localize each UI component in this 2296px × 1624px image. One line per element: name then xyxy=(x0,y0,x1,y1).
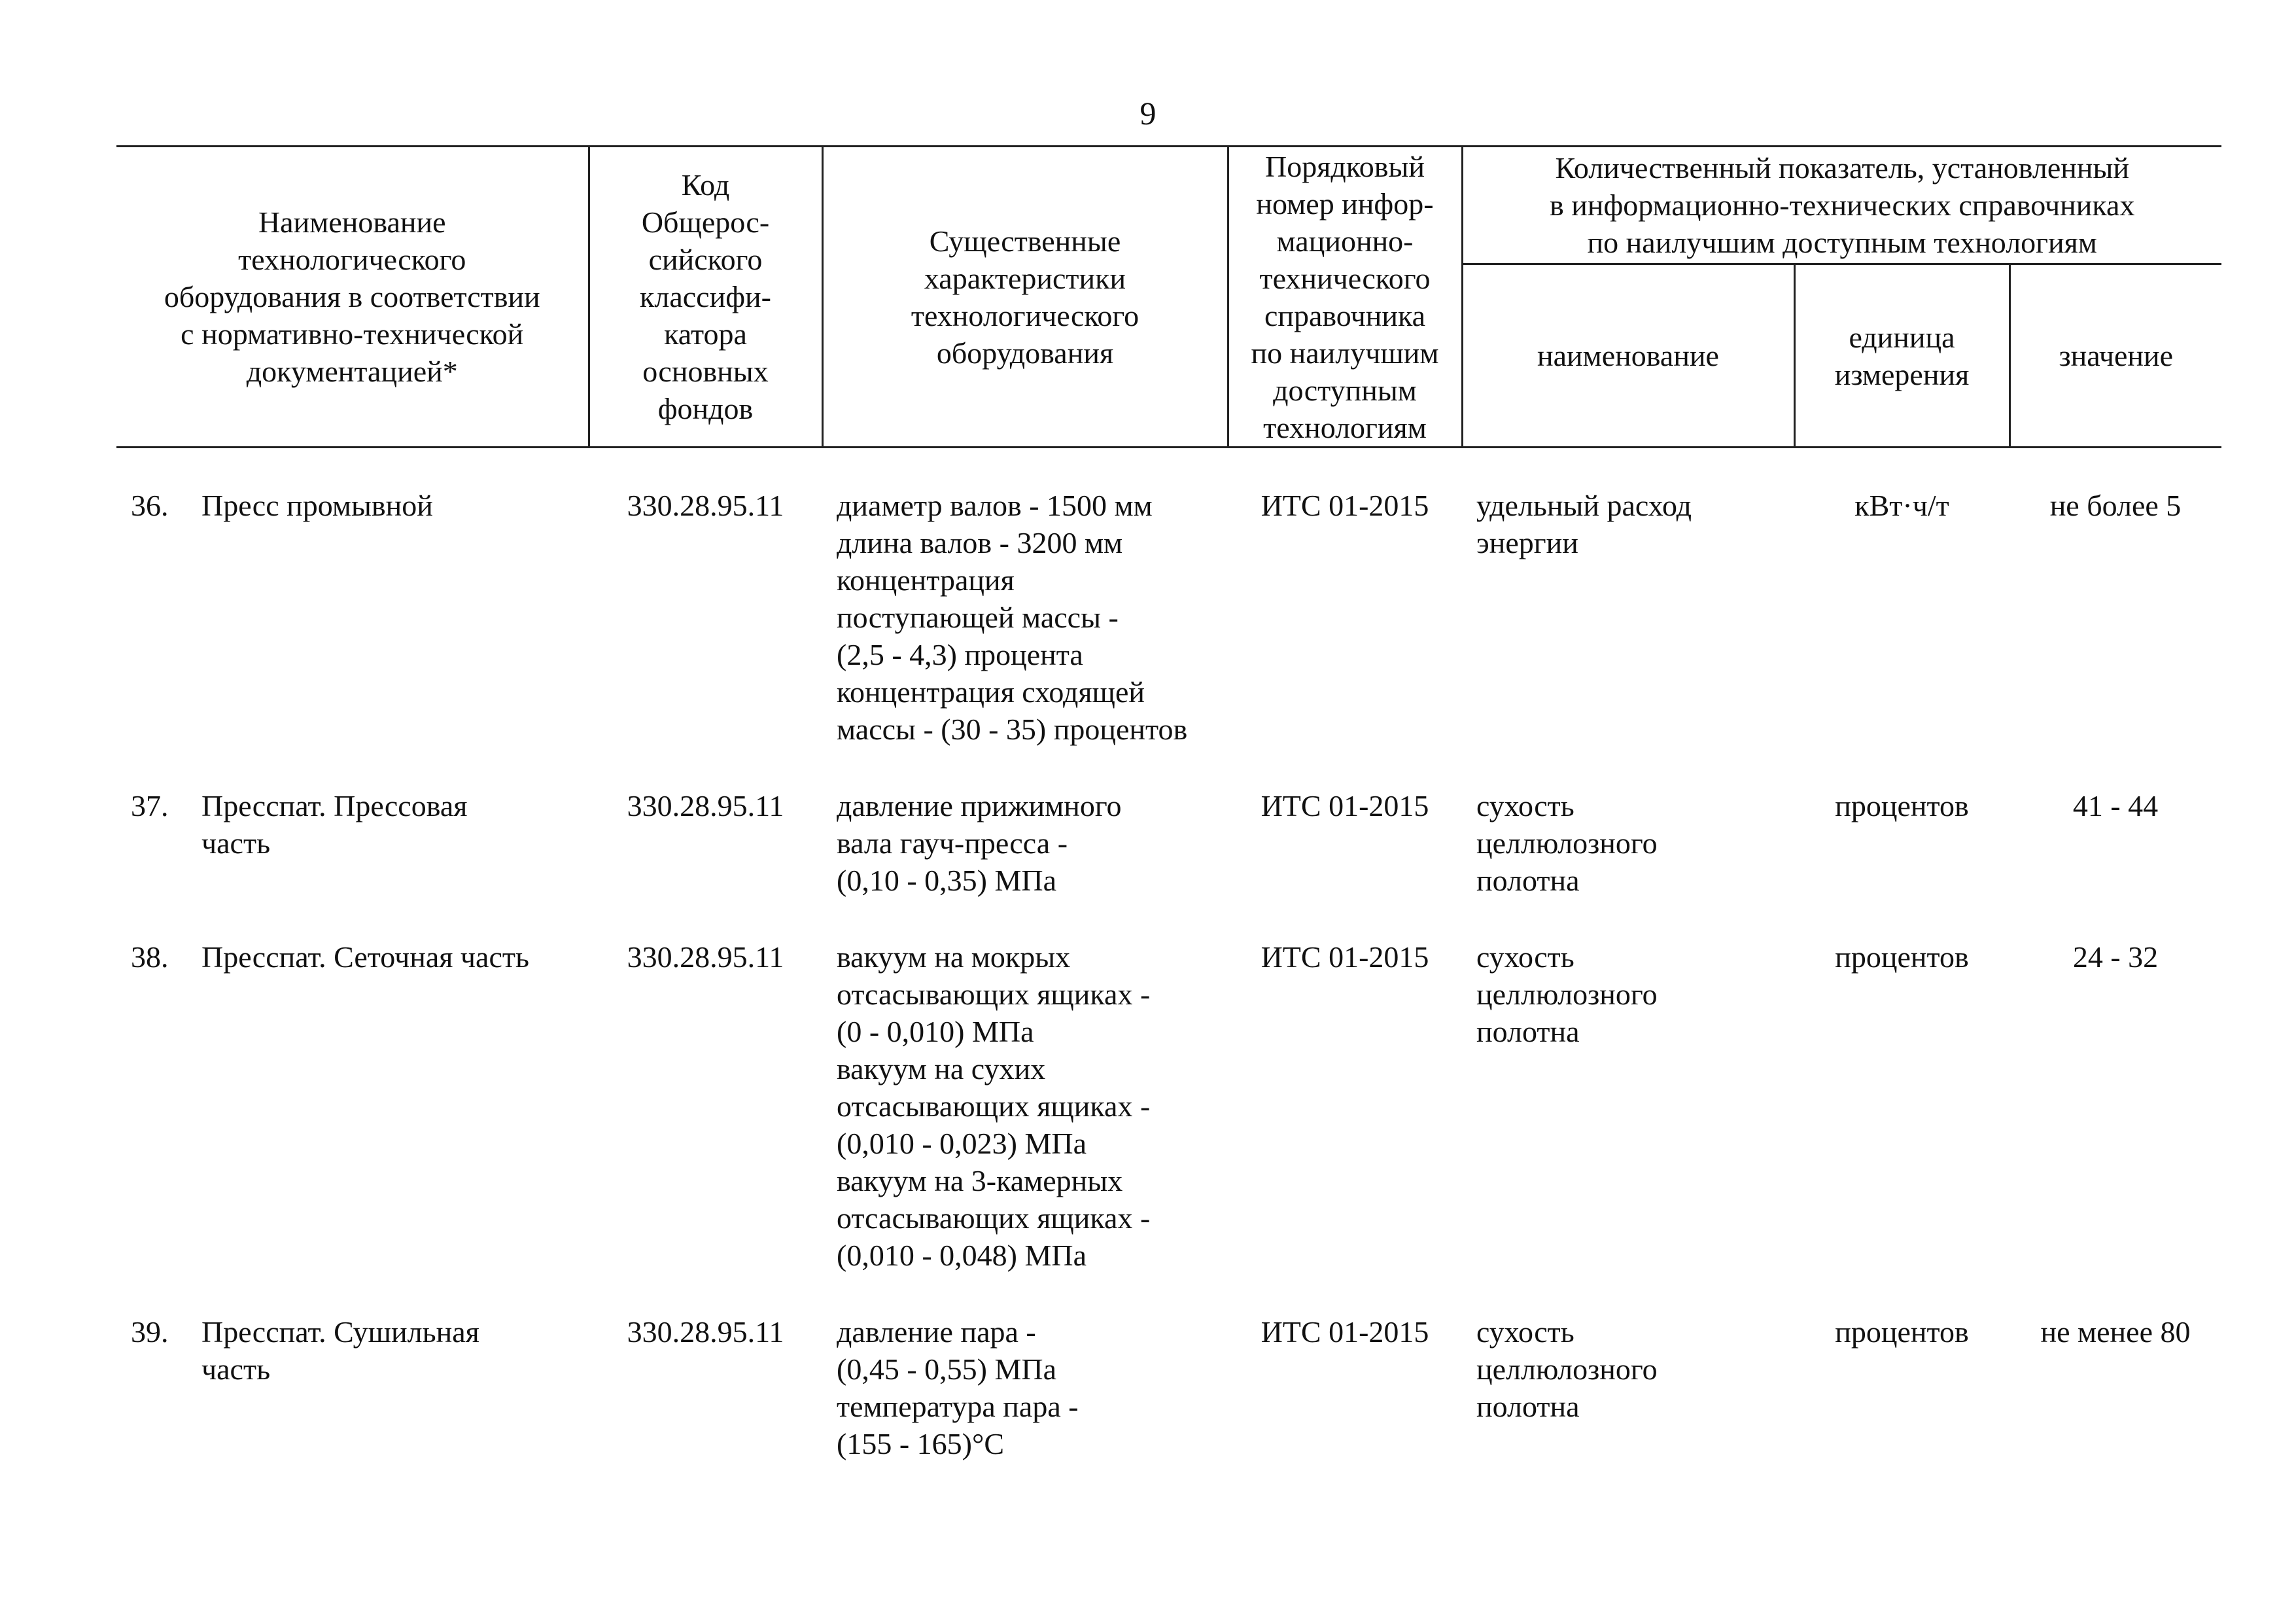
cell-unit: процентов xyxy=(1835,1315,1969,1349)
cell-value: 24 - 32 xyxy=(2072,940,2159,974)
cell-equipment-name: 37. Пресспат. Прессовая часть xyxy=(116,787,589,938)
table-row xyxy=(116,938,2221,1313)
cell-value: не менее 80 xyxy=(2040,1315,2191,1349)
table-row xyxy=(116,487,2221,787)
cell-unit: процентов xyxy=(1835,940,1969,974)
cell-unit: кВт·ч/т xyxy=(1854,488,1949,522)
header-its-number: Порядковый номер инфор- мационно- технического справочника по наилучшим доступным технологиям xyxy=(1228,147,1462,448)
cell-okof-code: 330.28.95.11 xyxy=(627,788,784,822)
cell-characteristics: диаметр валов - 1500 мм длина валов - 3200 мм концентрация поступающей массы - (2,5 - 4,3) процента концентрация сходящей массы - (30 - 35) процентов xyxy=(837,488,1188,746)
header-value: значение xyxy=(2009,264,2221,448)
row-number: 39. xyxy=(131,1315,169,1349)
table-body xyxy=(116,448,2221,1502)
equipment-table xyxy=(116,145,2221,1502)
cell-its-number: ИТС 01-2015 xyxy=(1261,488,1429,522)
cell-its-number: ИТС 01-2015 xyxy=(1261,940,1429,974)
row-number: 38. xyxy=(131,940,169,974)
header-equipment-name: Наименование технологического оборудования в соответствии с нормативно-технической документацией* xyxy=(164,205,540,388)
cell-characteristics: давление прижимного вала гауч-пресса - (0,10 - 0,35) МПа xyxy=(837,788,1122,897)
cell-indicator-name: сухость целлюлозного полотна xyxy=(1476,1315,1658,1423)
table-header xyxy=(116,147,2221,448)
row-number: 36. xyxy=(131,488,169,522)
cell-okof-code: 330.28.95.11 xyxy=(627,940,784,974)
cell-unit: процентов xyxy=(1835,788,1969,822)
cell-indicator-name: удельный расход энергии xyxy=(1476,488,1692,559)
cell-equipment-name: 36. Пресс промывной xyxy=(116,487,589,787)
header-quantitative-indicator: Количественный показатель, установленный в информационно-технических справочниках по наилучшим доступным технологиям xyxy=(1462,147,2221,264)
cell-indicator-name: сухость целлюлозного полотна xyxy=(1476,940,1658,1048)
cell-okof-code: 330.28.95.11 xyxy=(627,488,784,522)
equipment-table-container xyxy=(116,145,2221,1502)
cell-indicator-name: сухость целлюлозного полотна xyxy=(1476,788,1658,897)
cell-value: не более 5 xyxy=(2049,488,2182,522)
cell-equipment-name: 38. Пресспат. Сеточная часть xyxy=(116,938,589,1313)
header-characteristics: Существенные характеристики технологического оборудования xyxy=(822,147,1228,448)
row-number: 37. xyxy=(131,788,169,822)
header-unit: единица измерения xyxy=(1794,264,2009,448)
header-indicator-name: наименование xyxy=(1462,264,1794,448)
table-row xyxy=(116,1313,2221,1502)
cell-equipment-name: 39. Пресспат. Сушильная часть xyxy=(116,1313,589,1502)
cell-characteristics: давление пара - (0,45 - 0,55) МПа температура пара - (155 - 165)°C xyxy=(837,1315,1079,1460)
header-okof-code: Код Общерос- сийского классифи- катора основных фондов xyxy=(589,147,822,448)
cell-its-number: ИТС 01-2015 xyxy=(1261,1315,1429,1349)
page-number: 9 xyxy=(1139,95,1157,132)
cell-its-number: ИТС 01-2015 xyxy=(1261,788,1429,822)
table-row xyxy=(116,787,2221,938)
cell-characteristics: вакуум на мокрых отсасывающих ящиках - (0 - 0,010) МПа вакуум на сухих отсасывающих ящиках - (0,010 - 0,023) МПа вакуум на 3-камерных отсасывающих ящиках - (0,010 - 0,048) МПа xyxy=(837,940,1151,1272)
cell-value: 41 - 44 xyxy=(2072,788,2159,822)
cell-okof-code: 330.28.95.11 xyxy=(627,1315,784,1349)
